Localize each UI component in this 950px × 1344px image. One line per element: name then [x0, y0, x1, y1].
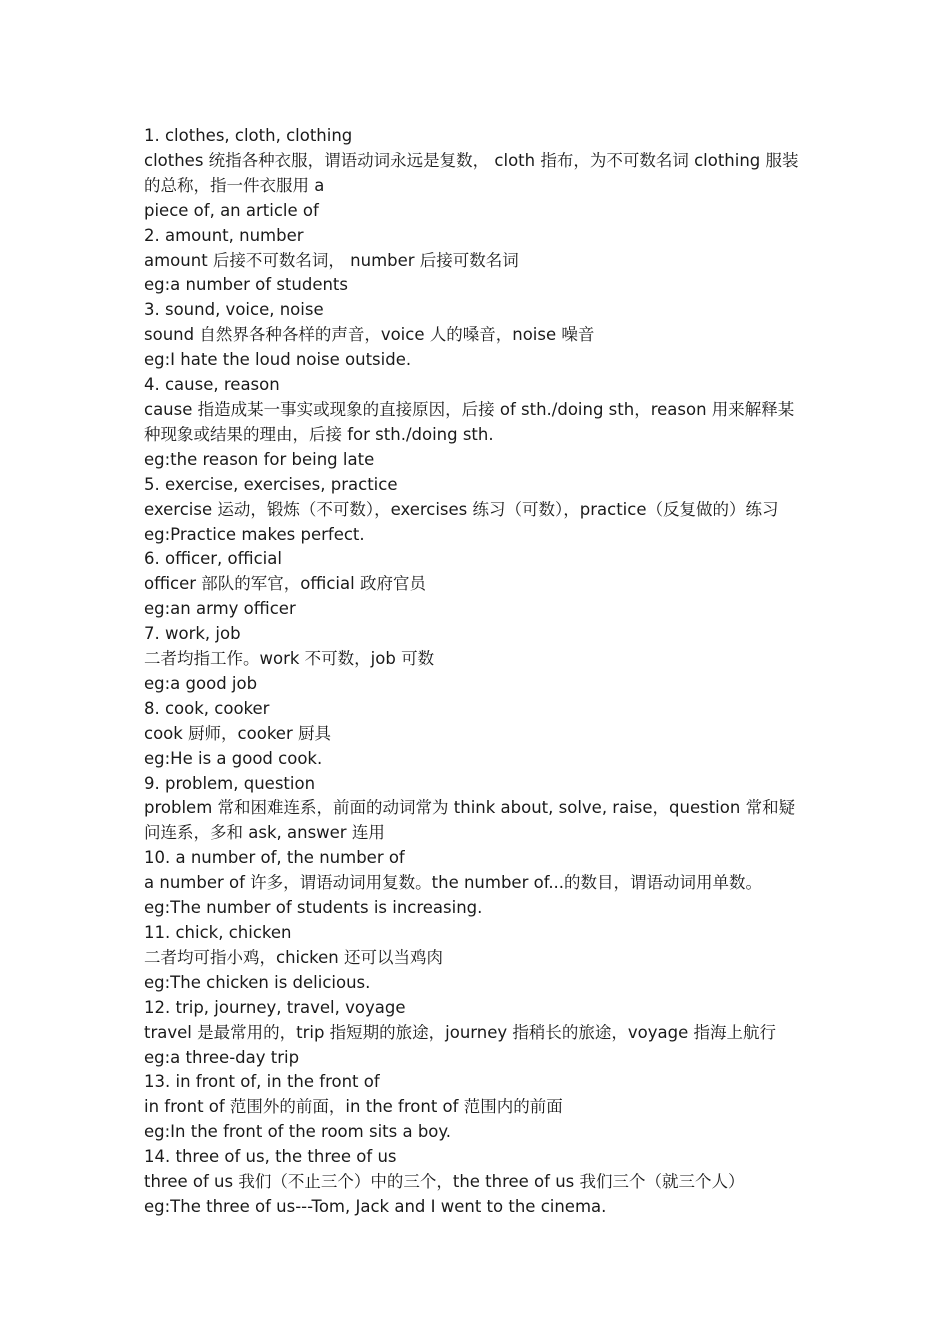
item-heading: 11. chick, chicken [144, 923, 292, 942]
item-explanation: problem 常和困难连系，前面的动词常为 think about, solve, raise，question 常和疑 [144, 798, 796, 818]
item-heading: 5. exercise, exercises, practice [144, 474, 398, 494]
item-heading: 9. problem, question [144, 773, 316, 793]
item-heading: 8. cook, cooker [144, 698, 270, 718]
item-explanation: cause 指造成某一事实或现象的直接原因，后接 of sth./doing sth，reason 用来解释某 [144, 399, 795, 419]
item-explanation: 种现象或结果的理由，后接 for sth./doing sth. [144, 424, 494, 444]
item-heading: 1. clothes, cloth, clothing [144, 126, 353, 145]
item-heading: 7. work, job [144, 624, 241, 644]
item-explanation: three of us 我们（不止三个）中的三个，the three of us 我们三个（就三个人） [144, 1172, 745, 1192]
item-explanation: 的总称，指一件衣服用 a [144, 175, 325, 195]
item-explanation: in front of 范围外的前面，in the front of 范围内的前面 [144, 1097, 563, 1117]
item-example: eg:a good job [144, 673, 258, 693]
item-heading: 14. three of us, the three of us [144, 1147, 397, 1167]
item-explanation: sound 自然界各种各样的声音，voice 人的嗓音，noise 噪音 [144, 325, 595, 345]
document-body [144, 124, 816, 1220]
item-explanation: travel 是最常用的，trip 指短期的旅途，journey 指稍长的旅途，voyage 指海上航行 [144, 1022, 777, 1042]
item-heading: 13. in front of, in the front of [144, 1072, 380, 1092]
item-example: eg:a three-day trip [144, 1047, 300, 1067]
item-explanation: 二者均指工作。work 不可数，job 可数 [144, 649, 435, 669]
item-heading: 10. a number of, the number of [144, 848, 405, 868]
item-example: eg:The number of students is increasing. [144, 898, 483, 918]
item-explanation: cook 厨师，cooker 厨具 [144, 723, 331, 743]
item-explanation: clothes 统指各种衣服，谓语动词永远是复数， cloth 指布，为不可数名词 clothing 服装 [144, 150, 799, 170]
item-example: eg:I hate the loud noise outside. [144, 350, 412, 370]
item-heading: 6. officer, official [144, 549, 282, 569]
item-example: eg:an army officer [144, 599, 296, 619]
item-explanation: piece of, an article of [144, 200, 319, 220]
item-example: eg:The three of us---Tom, Jack and I went to the cinema. [144, 1196, 607, 1216]
item-example: eg:the reason for being late [144, 449, 375, 469]
item-example: eg:He is a good cook. [144, 748, 323, 768]
item-example: eg:The chicken is delicious. [144, 972, 371, 992]
item-example: eg:a number of students [144, 275, 349, 295]
item-explanation: amount 后接不可数名词， number 后接可数名词 [144, 250, 519, 270]
item-heading: 4. cause, reason [144, 375, 280, 395]
item-heading: 3. sound, voice, noise [144, 300, 324, 320]
item-example: eg:Practice makes perfect. [144, 524, 365, 544]
item-explanation: 二者均可指小鸡，chicken 还可以当鸡肉 [144, 947, 444, 967]
item-heading: 2. amount, number [144, 225, 304, 245]
item-heading: 12. trip, journey, travel, voyage [144, 997, 406, 1017]
item-explanation: officer 部队的军官，official 政府官员 [144, 574, 426, 594]
item-example: eg:In the front of the room sits a boy. [144, 1122, 452, 1142]
item-explanation: 问连系，多和 ask, answer 连用 [144, 823, 385, 843]
item-explanation: exercise 运动，锻炼（不可数），exercises 练习（可数），practice（反复做的）练习 [144, 499, 779, 519]
item-explanation: a number of 许多，谓语动词用复数。the number of...的数目，谓语动词用单数。 [144, 873, 763, 893]
